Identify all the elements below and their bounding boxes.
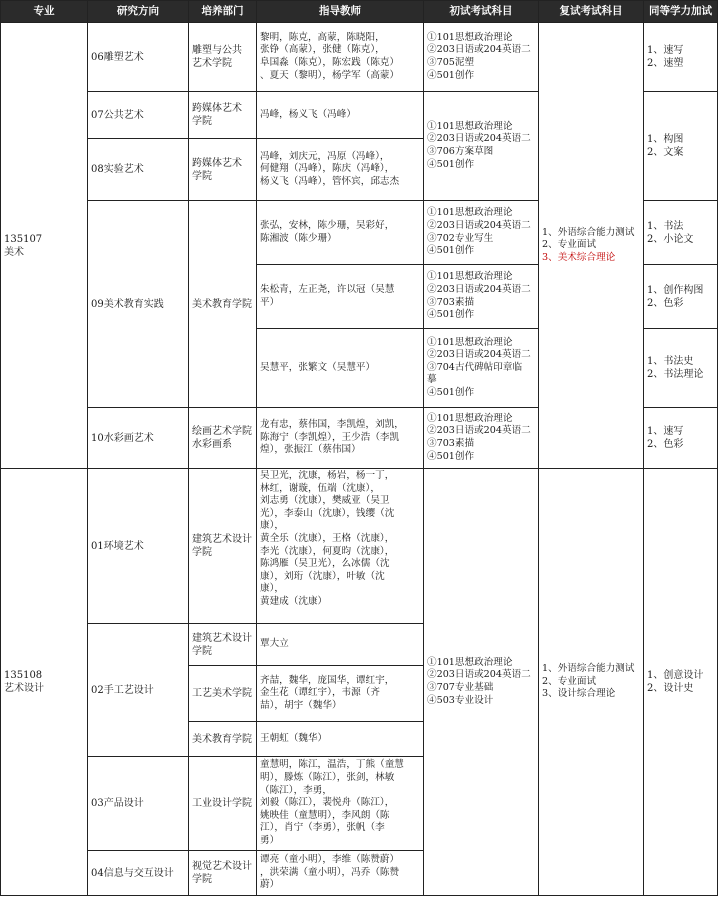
header-row — [1, 1, 718, 23]
extra-test-cell: 1、书法史 2、书法理论 — [644, 329, 718, 408]
supervisor-cell: 吴慧平，张繁文（吴慧平） — [257, 329, 424, 408]
table-row — [1, 23, 718, 92]
department-cell: 建筑艺术设计 学院 — [189, 624, 257, 666]
direction-cell: 08实验艺术 — [88, 139, 189, 201]
supervisor-cell: 张弘，安林，陈少珊，吴彩好， 陈湘波（陈少珊） — [257, 201, 424, 265]
supervisor-cell: 王朝虹（魏华） — [257, 722, 424, 757]
table-row — [1, 469, 718, 624]
department-cell: 跨媒体艺术 学院 — [189, 139, 257, 201]
retest-cell: 1、外语综合能力测试 2、专业面试 3、设计综合理论 — [539, 469, 644, 896]
direction-cell: 01环境艺术 — [88, 469, 189, 624]
direction-cell: 04信息与交互设计 — [88, 851, 189, 896]
header-prelim-exam: 初试考试科目 — [424, 1, 539, 23]
department-cell: 雕塑与公共 艺术学院 — [189, 23, 257, 92]
retest-item: 3、美术综合理论 — [542, 251, 616, 263]
extra-test-cell: 1、创意设计 2、设计史 — [644, 469, 718, 896]
retest-text — [542, 227, 634, 263]
department-cell: 工艺美术学院 — [189, 666, 257, 722]
supervisor-cell: 黎明，陈克，高蒙，陈晓阳， 张铮（高蒙），张健（陈克）， 阜国淼（陈克），陈宏践（陈克） 、夏天（黎明），杨学军（高蒙） — [257, 23, 424, 92]
header-direction: 研究方向 — [88, 1, 189, 23]
department-cell: 美术教育学院 — [189, 201, 257, 408]
department-cell: 跨媒体艺术 学院 — [189, 92, 257, 139]
extra-test-cell: 1、创作构图 2、色彩 — [644, 265, 718, 329]
supervisor-cell: 齐喆，魏华，庞国华，谭红宇， 金生花（谭红宇），韦源（齐 喆），胡宇（魏华） — [257, 666, 424, 722]
header-supervisor: 指导教师 — [257, 1, 424, 23]
direction-cell: 03产品设计 — [88, 757, 189, 851]
retest-item: 1、外语综合能力测试 — [542, 226, 635, 238]
supervisor-cell: 冯峰，刘庆元，冯原（冯峰）， 何健翔（冯峰），陈庆（冯峰）， 杨义飞（冯峰），管怀宾，邱志杰 — [257, 139, 424, 201]
header-major: 专业 — [1, 1, 88, 23]
direction-cell: 06雕塑艺术 — [88, 23, 189, 92]
prelim-exam-cell: ①101思想政治理论 ②203日语或204英语二 ③705泥塑 ④501创作 — [424, 23, 539, 92]
department-cell: 视觉艺术设计 学院 — [189, 851, 257, 896]
supervisor-cell: 冯峰，杨义飞（冯峰） — [257, 92, 424, 139]
supervisor-cell: 覃大立 — [257, 624, 424, 666]
prelim-exam-cell: ①101思想政治理论 ②203日语或204英语二 ③704古代碑帖印章临 摹 ④501创作 — [424, 329, 539, 408]
direction-cell: 09美术教育实践 — [88, 201, 189, 408]
major-cell: 135108 艺术设计 — [1, 469, 88, 896]
major-cell: 135107 美术 — [1, 23, 88, 469]
extra-test-cell: 1、书法 2、小论文 — [644, 201, 718, 265]
prelim-exam-cell: ①101思想政治理论 ②203日语或204英语二 ③702专业写生 ④501创作 — [424, 201, 539, 265]
extra-test-cell: 1、构图 2、文案 — [644, 92, 718, 201]
header-extra-test: 同等学力加试 — [644, 1, 718, 23]
prelim-exam-cell: ①101思想政治理论 ②203日语或204英语二 ③703素描 ④501创作 — [424, 265, 539, 329]
supervisor-cell: 朱松青，左正尧，许以冠（吴慧 平） — [257, 265, 424, 329]
supervisor-cell — [257, 469, 424, 624]
supervisor-cell: 谭亮（童小明），李维（陈赞蔚） ，洪荣满（童小明），冯乔（陈赞 蔚） — [257, 851, 424, 896]
department-cell: 绘画艺术学院 水彩画系 — [189, 408, 257, 469]
retest-item: 2、专业面试 — [542, 239, 597, 251]
supervisor-cell: 龙有忠，蔡伟国，李凯煌，刘凯， 陈海宁（李凯煌），王少浩（李凯 煌），张振江（蔡伟国） — [257, 408, 424, 469]
prelim-exam-cell: ①101思想政治理论 ②203日语或204英语二 ③706方案草图 ④501创作 — [424, 92, 539, 201]
header-department: 培养部门 — [189, 1, 257, 23]
direction-cell: 07公共艺术 — [88, 92, 189, 139]
supervisor-list: 吴卫光，沈康，杨岩，杨一丁， 林红，谢璇，伍端（沈康）， 刘志勇（沈康），樊威亚（吴卫 光），李泰山（沈康），钱缨（沈 康）， 黄全乐（沈康），王格（沈康）， 李光（沈康），何夏昀（沈康）， 陈鸿雁（吴卫光），么冰儒（沈 康），刘珩（沈康），叶敏（沈 康）， 黄建成（沈康） — [260, 470, 395, 607]
header-retest: 复试考试科目 — [539, 1, 644, 23]
retest-cell — [539, 23, 644, 469]
extra-test-cell: 1、速写 2、速塑 — [644, 23, 718, 92]
department-cell: 建筑艺术设计 学院 — [189, 469, 257, 624]
department-cell: 美术教育学院 — [189, 722, 257, 757]
department-cell: 工业设计学院 — [189, 757, 257, 851]
prelim-exam-cell: ①101思想政治理论 ②203日语或204英语二 ③707专业基础 ④503专业设计 — [424, 469, 539, 896]
extra-test-cell: 1、速写 2、色彩 — [644, 408, 718, 469]
prelim-exam-cell: ①101思想政治理论 ②203日语或204英语二 ③703素描 ④501创作 — [424, 408, 539, 469]
supervisor-cell: 童慧明，陈江，温浩，丁熊（童慧 明），滕炼（陈江），张剑，林敏 （陈江），李勇， 刘毅（陈江），裴悦舟（陈江）， 姚映佳（童慧明），李风朗（陈 江），肖宁（李勇），张帆（李 勇） — [257, 757, 424, 851]
direction-cell: 02手工艺设计 — [88, 624, 189, 757]
direction-cell: 10水彩画艺术 — [88, 408, 189, 469]
